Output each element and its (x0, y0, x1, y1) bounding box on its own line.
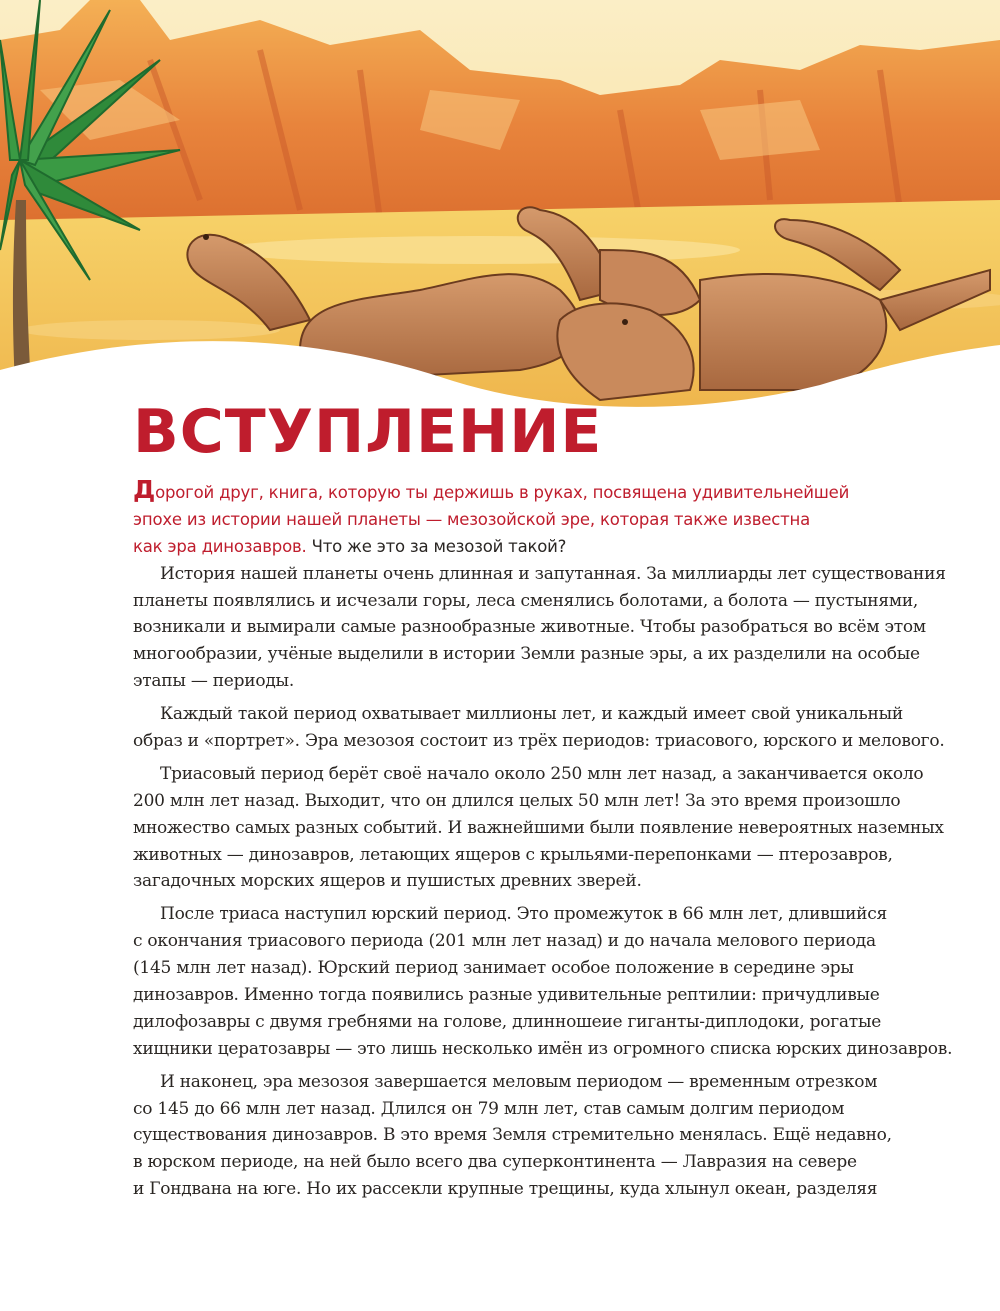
text-line: динозавров. Именно тогда появились разные удивительные рептилии: причудливые (133, 985, 880, 1006)
article-body (133, 475, 953, 1203)
text-line: И наконец, эра мезозоя завершается меловым периодом — временным отрезком (160, 1071, 878, 1092)
text-line: загадочных морских ящеров и пушистых древних зверей. (133, 871, 642, 892)
text-line: планеты появлялись и исчезали горы, леса сменялись болотами, а болота — пустынями, (133, 590, 919, 611)
text-line: После триаса наступил юрский период. Это промежуток в 66 млн лет, длившийся (160, 904, 887, 925)
text-line: со 145 до 66 млн лет назад. Длился он 79 млн лет, став самым долгим периодом (133, 1098, 845, 1119)
text-line: многообразии, учёные выделили в истории Земли разные эры, а их разделили на особые (133, 644, 920, 665)
text-line: Триасовый период берёт своё начало около 250 млн лет назад, а заканчивается около (160, 763, 924, 784)
paragraphs (133, 561, 953, 1203)
text-line: (145 млн лет назад). Юрский период занимает особое положение в середине эры (133, 958, 854, 979)
text-line: и Гондвана на юге. Но их рассекли крупные трещины, куда хлынул океан, разделяя (133, 1179, 878, 1200)
text-line: образ и «портрет». Эра мезозоя состоит из трёх периодов: триасового, юрского и мелового. (133, 731, 945, 752)
text-line: множество самых разных событий. И важнейшими были появление невероятных наземных (133, 817, 944, 838)
text-line: дилофозавры с двумя гребнями на голове, длинношеие гиганты-диплодоки, рогатые (133, 1011, 882, 1032)
text-line: в юрском периоде, на ней было всего два суперконтинента — Лавразия на севере (133, 1152, 857, 1173)
intro-line: Дорогой друг, книга, которую ты держишь в руках, посвящена удивительнейшей (133, 475, 850, 504)
paragraph (133, 561, 946, 695)
text-line: 200 млн лет назад. Выходит, что он длился целых 50 млн лет! За это время произошло (133, 790, 901, 811)
text-line: этапы — периоды. (133, 671, 294, 692)
paragraph (133, 1069, 923, 1203)
drop-cap: Д (133, 475, 156, 504)
paragraph (133, 761, 944, 895)
text-line: История нашей планеты очень длинная и запутанная. За миллиарды лет существования (160, 563, 946, 584)
text-line: животных — динозавров, летающих ящеров с крыльями-перепонками — птерозавров, (133, 844, 893, 865)
text-line: возникали и вымирали самые разнообразные животные. Чтобы разобраться во всём этом (133, 617, 926, 638)
intro-line: как эра динозавров. Что же это за мезозой такой? (133, 536, 567, 556)
text-line: существования динозавров. В это время Земля стремительно менялась. Ещё недавно, (133, 1125, 892, 1146)
intro-paragraph (133, 475, 923, 561)
page-title: ВСТУПЛЕНИЕ (133, 397, 603, 467)
paragraph (133, 901, 953, 1062)
text-line: с окончания триасового периода (201 млн лет назад) и до начала мелового периода (133, 931, 876, 952)
paragraph (133, 701, 945, 755)
text-line: Каждый такой период охватывает миллионы лет, и каждый имеет свой уникальный (160, 704, 903, 725)
header-illustration (0, 0, 1000, 430)
text-line: хищники цератозавры — это лишь несколько имён из огромного списка юрских динозавров. (133, 1038, 953, 1059)
intro-line: эпохе из истории нашей планеты — мезозойской эре, которая также известна (133, 509, 810, 529)
